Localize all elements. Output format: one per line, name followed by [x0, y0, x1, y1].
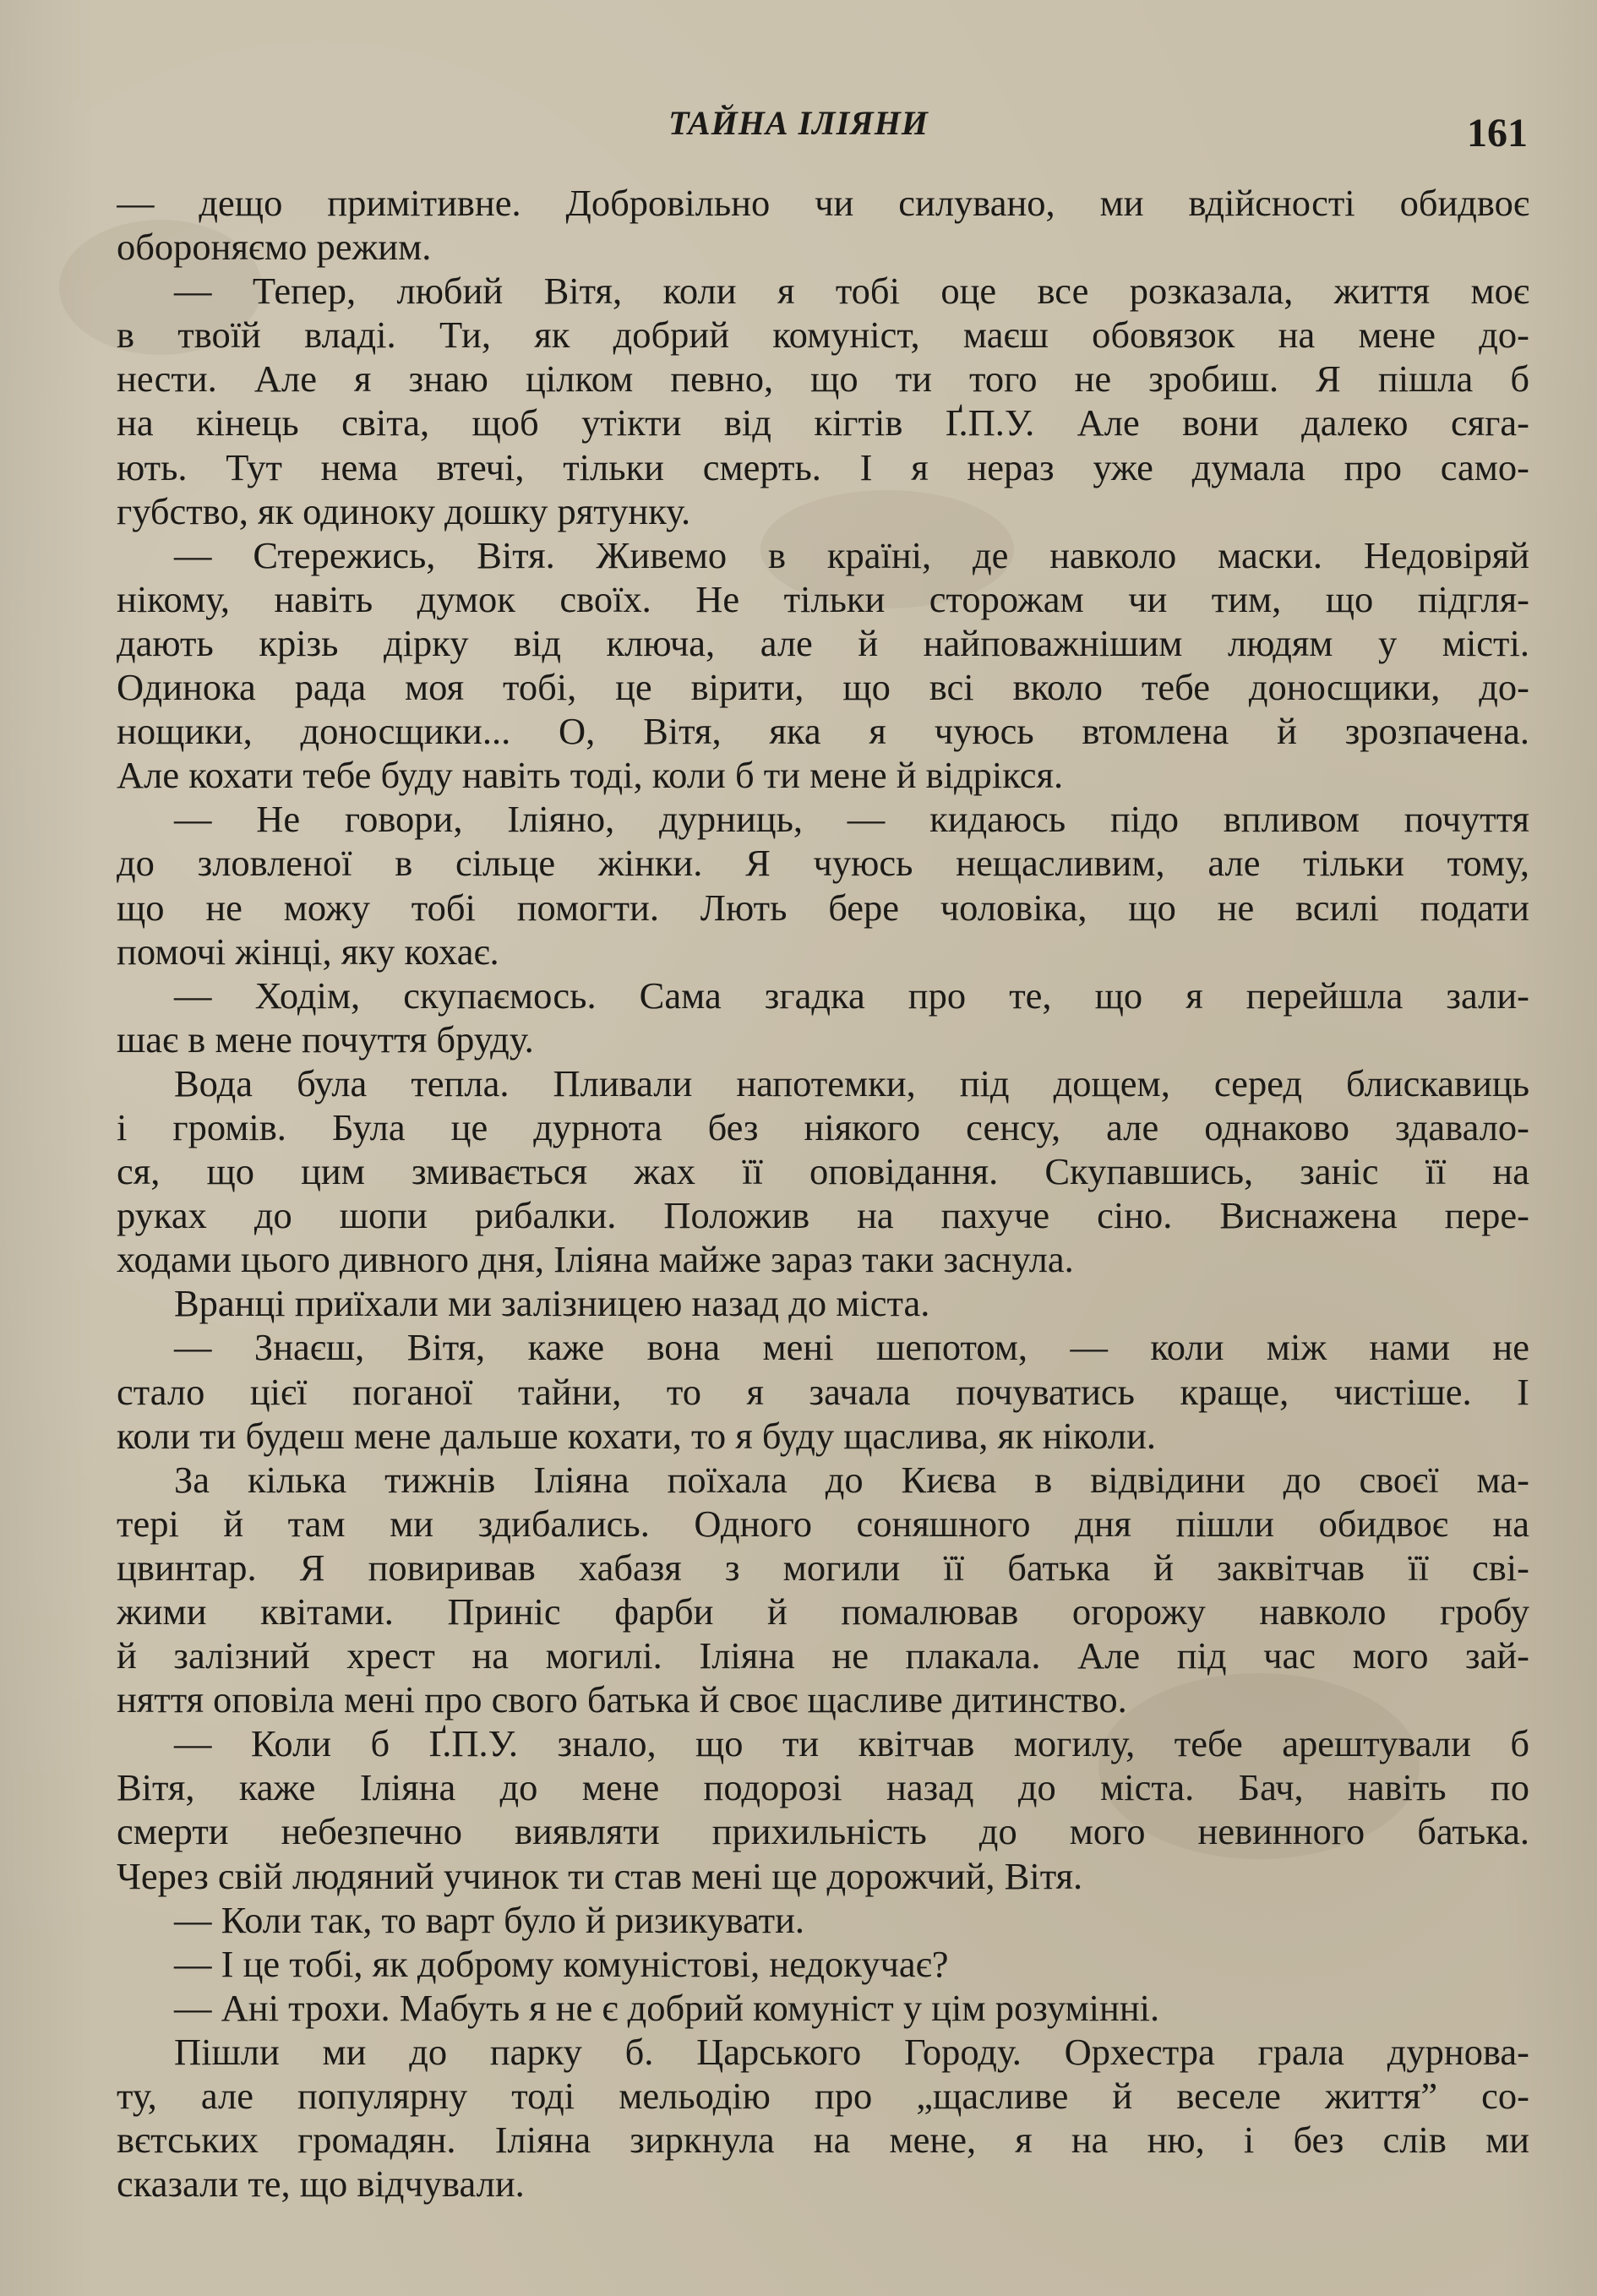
- text-line: й залізний хрест на могилі. Іліяна не плакала. Але під час мого зай-: [117, 1634, 1529, 1677]
- text-line: ту, але популярну тоді мельодію про „щасливе й веселе життя” со-: [117, 2075, 1529, 2118]
- running-head: ТАЙНА ІЛІЯНИ: [668, 104, 929, 142]
- text-line: на кінець світа, щоб утікти від кігтів Ґ.П.У. Але вони далеко сяга-: [117, 401, 1529, 444]
- text-line: до зловленої в сільце жінки. Я чуюсь нещасливим, але тільки тому,: [117, 842, 1529, 885]
- text-line: няття оповіла мені про свого батька й своє щасливе дитинство.: [117, 1678, 1127, 1721]
- page-number: 161: [1467, 111, 1528, 155]
- text-line: нощики, доносщики... О, Вітя, яка я чуюсь втомлена й зрозпачена.: [117, 710, 1529, 753]
- text-line: жими квітами. Приніс фарби й помалював огорожу навколо гробу: [117, 1590, 1529, 1633]
- text-line: — Коли б Ґ.П.У. знало, що ти квітчав могилу, тебе арештували б: [174, 1722, 1529, 1765]
- text-line: що не можу тобі помогти. Лють бере чоловіка, що не всилі подати: [117, 886, 1529, 929]
- text-line: ся, що цим змивається жах її оповідання. Скупавшись, заніс її на: [117, 1150, 1529, 1193]
- text-line: нести. Але я знаю цілком певно, що ти того не зробиш. Я пішла б: [117, 357, 1529, 401]
- text-line: ходами цього дивного дня, Іліяна майже зараз таки заснула.: [117, 1238, 1074, 1281]
- text-line: Вітя, каже Іліяна до мене подорозі назад до міста. Бач, навіть по: [117, 1766, 1529, 1809]
- text-line: в твоїй владі. Ти, як добрий комуніст, маєш обовязок на мене до-: [117, 314, 1529, 357]
- text-line: руках до шопи рибалки. Положив на пахуче сіно. Виснажена пере-: [117, 1194, 1529, 1237]
- text-line: і громів. Була це дурнота без ніякого сенсу, але однаково здавало-: [117, 1105, 1529, 1148]
- text-line: — дещо примітивне. Добровільно чи силувано, ми вдійсності обидвоє: [117, 182, 1529, 224]
- text-line: дають крізь дірку від ключа, але й найповажнішим людям у місті.: [117, 621, 1529, 664]
- text-line: коли ти будеш мене дальше кохати, то я буду щаслива, як ніколи.: [117, 1414, 1157, 1457]
- text-line: — Ходім, скупаємось. Сама згадка про те, що я перейшла зали-: [174, 973, 1529, 1017]
- text-line: — Ані трохи. Мабуть я не є добрий комуніст у цім розумінні.: [174, 1986, 1160, 2029]
- text-line: — Коли так, то варт було й ризикувати.: [174, 1898, 805, 1941]
- text-line: За кілька тижнів Іліяна поїхала до Києва в відвідини до своєї ма-: [174, 1458, 1529, 1501]
- text-line: — Не говори, Іліяно, дурниць, — кидаюсь підо впливом почуття: [174, 798, 1529, 841]
- text-line: — І це тобі, як доброму комуністові, недокучає?: [174, 1942, 949, 1985]
- text-line: смерти небезпечно виявляти прихильність до мого невинного батька.: [117, 1810, 1529, 1853]
- text-line: Одинока рада моя тобі, це вірити, що всі вколо тебе доносщики, до-: [117, 666, 1529, 709]
- text-line: шає в мене почуття бруду.: [117, 1017, 534, 1061]
- text-line: сказали те, що відчували.: [117, 2162, 525, 2206]
- text-line: стало цієї поганої тайни, то я зачала почуватись краще, чистіше. І: [117, 1370, 1529, 1413]
- text-line: губство, як одиноку дошку рятунку.: [117, 489, 691, 532]
- text-line: — Тепер, любий Вітя, коли я тобі оце все розказала, життя моє: [174, 270, 1529, 313]
- text-line: Через свій людяний учинок ти став мені ще дорожчий, Вітя.: [117, 1854, 1083, 1897]
- text-line: цвинтар. Я повиривав хабазя з могили її батька й заквітчав її сві-: [117, 1546, 1529, 1589]
- text-line: Вода була тепла. Пливали напотемки, під дощем, серед блискавиць: [174, 1061, 1529, 1104]
- text-line: — Стережись, Вітя. Живемо в країні, де навколо маски. Недовіряй: [174, 533, 1529, 576]
- text-line: ють. Тут нема втечі, тільки смерть. І я нераз уже думала про само-: [117, 445, 1529, 488]
- text-line: помочі жінці, яку кохає.: [117, 930, 499, 973]
- text-line: — Знаєш, Вітя, каже вона мені шепотом, — коли між нами не: [174, 1326, 1529, 1369]
- text-line: вєтських громадян. Іліяна зиркнула на мене, я на ню, і без слів ми: [117, 2119, 1529, 2162]
- text-line: Пішли ми до парку б. Царського Городу. Орхестра грала дурнова-: [174, 2030, 1529, 2073]
- text-line: нікому, навіть думок своїх. Не тільки сторожам чи тим, що підгля-: [117, 577, 1529, 620]
- text-line: Вранці приїхали ми залізницею назад до міста.: [174, 1282, 930, 1325]
- text-line: тері й там ми здибались. Одного соняшного дня пішли обидвоє на: [117, 1502, 1529, 1545]
- text-line: Але кохати тебе буду навіть тоді, коли б ти мене й відрікся.: [117, 754, 1064, 797]
- body-text: [117, 181, 1529, 2206]
- text-line: обороняємо режим.: [117, 226, 432, 269]
